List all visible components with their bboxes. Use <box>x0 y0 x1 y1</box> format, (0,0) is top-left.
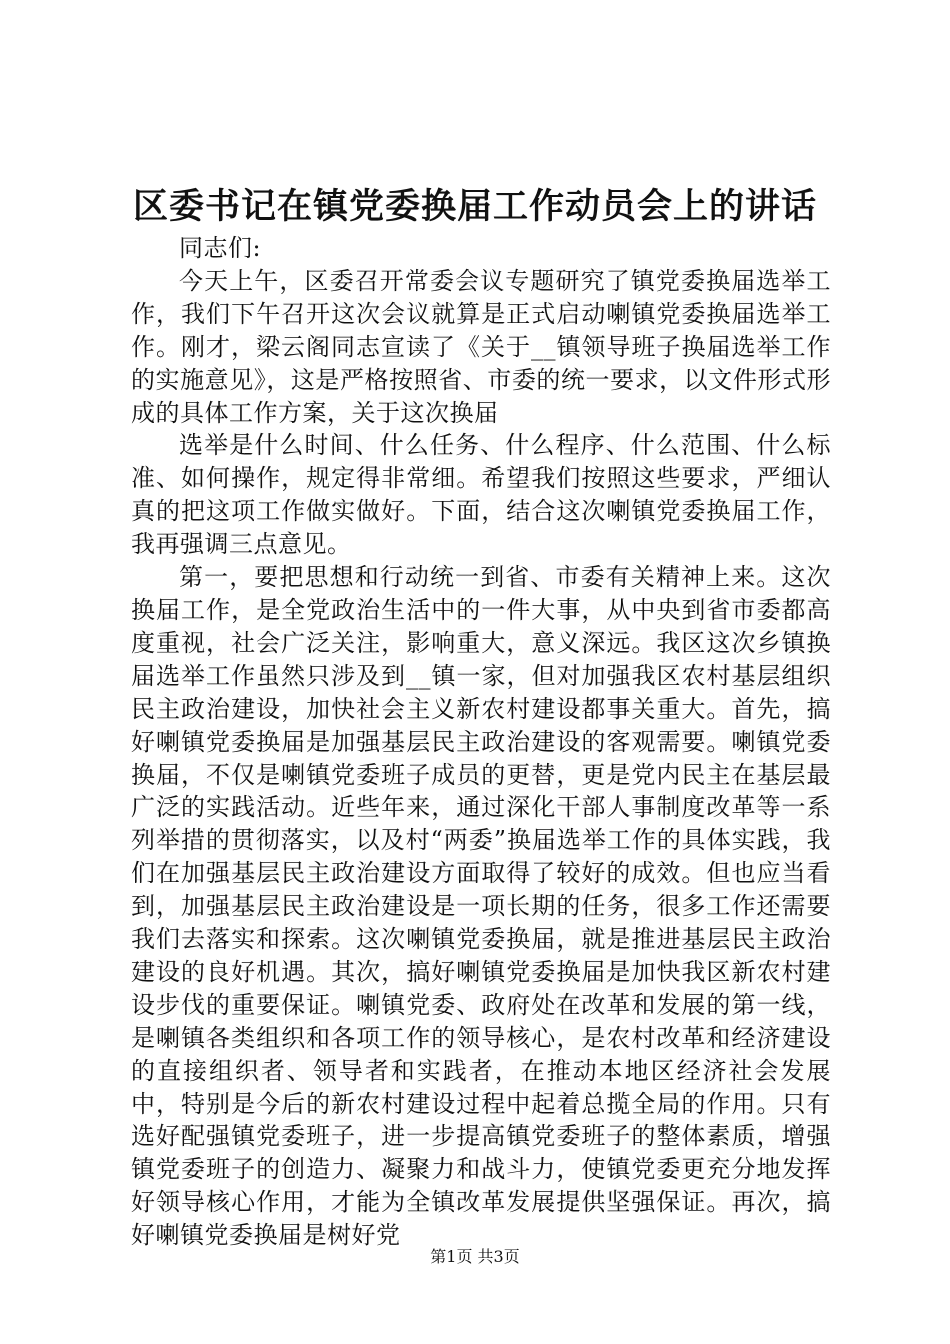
page-number-footer: 第1页 共3页 <box>430 1247 520 1266</box>
paragraph-2: 选举是什么时间、什么任务、什么程序、什么范围、什么标准、如何操作，规定得非常细。希望我们按照这些要求，严细认真的把这项工作做实做好。下面，结合这次喇镇党委换届工作，我再强调三点意见。 <box>131 431 831 559</box>
document-title: 区委书记在镇党委换届工作动员会上的讲话 <box>132 186 817 227</box>
document-body <box>131 232 831 1252</box>
paragraph-3: 第一，要把思想和行动统一到省、市委有关精神上来。这次换届工作，是全党政治生活中的一件大事，从中央到省市委都高度重视，社会广泛关注，影响重大，意义深远。我区这次乡镇换届选举工作虽然只涉及到__镇一家，但对加强我区农村基层组织民主政治建设，加快社会主义新农村建设都事关重大。首先，搞好喇镇党委换届是加强基层民主政治建设的客观需要。喇镇党委换届，不仅是喇镇党委班子成员的更替，更是党内民主在基层最广泛的实践活动。近些年来，通过深化干部人事制度改革等一系列举措的贯彻落实，以及村“两委”换届选举工作的具体实践，我们在加强基层民主政治建设方面取得了较好的成效。但也应当看到，加强基层民主政治建设是一项长期的任务，很多工作还需要我们去落实和探索。这次喇镇党委换届，就是推进基层民主政治建设的良好机遇。其次，搞好喇镇党委换届是加快我区新农村建设步伐的重要保证。喇镇党委、政府处在改革和发展的第一线，是喇镇各类组织和各项工作的领导核心，是农村改革和经济建设的直接组织者、领导者和实践者，在推动本地区经济社会发展中，特别是今后的新农村建设过程中起着总揽全局的作用。只有选好配强镇党委班子，进一步提高镇党委班子的整体素质，增强镇党委班子的创造力、凝聚力和战斗力，使镇党委更充分地发挥好领导核心作用，才能为全镇改革发展提供坚强保证。再次，搞好喇镇党委换届是树好党 <box>131 563 831 1250</box>
salutation: 同志们: <box>179 234 262 262</box>
paragraph-1: 今天上午，区委召开常委会议专题研究了镇党委换届选举工作，我们下午召开这次会议就算是正式启动喇镇党委换届选举工作。刚才，梁云阁同志宣读了《关于__镇领导班子换届选举工作的实施意见》，这是严格按照省、市委的统一要求，以文件形式形成的具体工作方案，关于这次换届 <box>131 266 831 427</box>
